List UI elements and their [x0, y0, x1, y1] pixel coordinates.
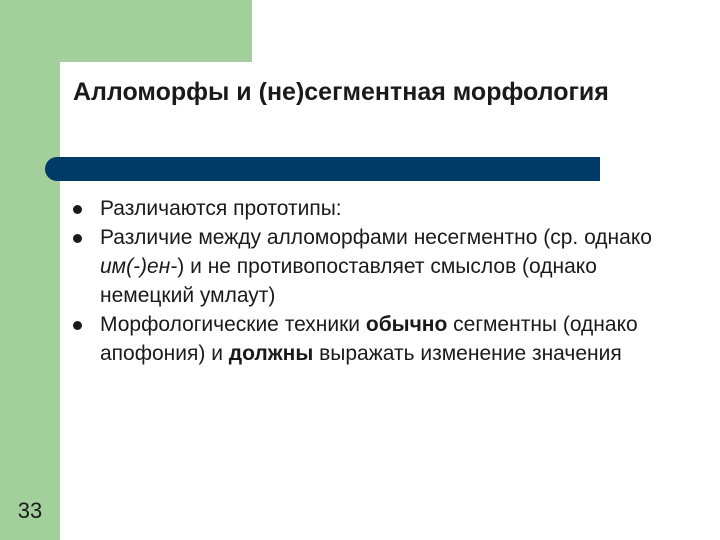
- bullet-item: [73, 310, 673, 368]
- title-underline-bar: [45, 157, 600, 181]
- bullet-bold-text: обычно: [365, 313, 448, 336]
- bullet-list: [73, 194, 673, 368]
- bullet-text: выражать изменение значения: [313, 342, 622, 365]
- bullet-text: Различие между алломорфами несегментно (ср. однако: [100, 226, 652, 249]
- bullet-italic-text: им(-)ен-: [100, 255, 178, 278]
- top-accent-band: [0, 0, 252, 62]
- slide-title: Алломорфы и (не)сегментная морфология: [73, 78, 609, 106]
- bullet-text: сегментны (однако апофония) и: [100, 313, 638, 365]
- bullet-dot-icon: [73, 321, 82, 330]
- bullet-dot-icon: [73, 205, 82, 214]
- bullet-text: Морфологические техники: [100, 313, 366, 336]
- bullet-dot-icon: [73, 234, 82, 243]
- bullet-item: [73, 194, 673, 223]
- bullet-text: Различаются прототипы:: [100, 197, 342, 220]
- bullet-item: [73, 223, 673, 310]
- bullet-text: ) и не противопоставляет смыслов (однако немецкий умлаут): [100, 255, 597, 307]
- left-accent-band: [0, 0, 60, 540]
- bullet-bold-text: должны: [228, 342, 314, 365]
- slide-number: 33: [17, 498, 43, 523]
